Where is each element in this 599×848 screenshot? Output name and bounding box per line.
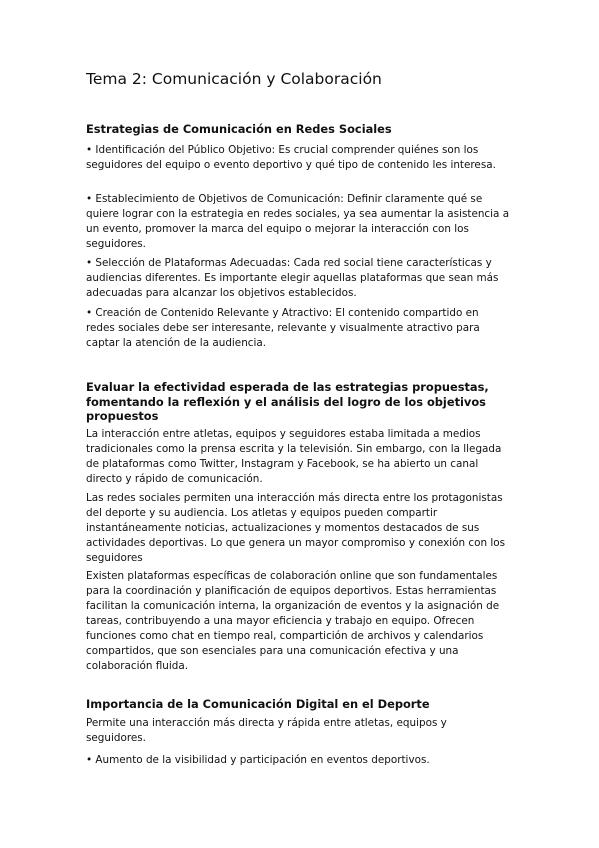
paragraph-collaboration-platforms: Existen plataformas específicas de colaboración online que son fundamentales para la coordinación y planificación de equipos deportivos. Estas herramientas facilitan la comunicación interna, la organización de eventos y la asignación de tareas, contribuyendo a una mayor eficiencia y trabajo en equipo. Ofrecen funciones como chat en tiempo real, compartición de archivos y calendarios compartidos, que son esenciales para una comunicación efectiva y una colaboración fluida.: [86, 570, 500, 672]
bullet-relevant-content: • Creación de Contenido Relevante y Atractivo: El contenido compartido en redes sociales debe ser interesante, relevante y visualmente atractivo para captar la atención de la audiencia.: [86, 307, 480, 349]
bullet-target-audience: • Identificación del Público Objetivo: Es crucial comprender quiénes son los seguidores del equipo o evento deportivo y qué tipo de contenido les interesa.: [86, 144, 496, 171]
paragraph-direct-interaction: Permite una interacción más directa y rápida entre atletas, equipos y seguidores.: [86, 717, 447, 744]
paragraph-traditional-media: La interacción entre atletas, equipos y seguidores estaba limitada a medios tradicionales como la prensa escrita y la televisión. Sin embargo, con la llegada de plataformas como Twitter, Instagram y Facebook, se ha abierto un canal directo y rápido de comunicación.: [86, 428, 502, 485]
page-title: Tema 2: Comunicación y Colaboración: [86, 70, 382, 88]
section-heading-strategies: Estrategias de Comunicación en Redes Sociales: [86, 122, 392, 136]
bullet-visibility: • Aumento de la visibilidad y participación en eventos deportivos.: [86, 754, 430, 766]
paragraph-social-interaction: Las redes sociales permiten una interacción más directa entre los protagonistas del deporte y su audiencia. Los atletas y equipos pueden compartir instantáneamente noticias, actualizaciones y momentos destacados de sus actividades deportivas. Lo que genera un mayor compromiso y conexión con los seguidores: [86, 492, 506, 564]
section-heading-digital-importance: Importancia de la Comunicación Digital en el Deporte: [86, 697, 430, 711]
bullet-platform-selection: • Selección de Plataformas Adecuadas: Cada red social tiene características y audiencias diferentes. Es importante elegir aquellas plataformas que sean más adecuadas para alcanzar los objetivos establecidos.: [86, 257, 499, 299]
bullet-communication-goals: • Establecimiento de Objetivos de Comunicación: Definir claramente qué se quiere lograr con la estrategia en redes sociales, ya sea aumentar la asistencia a un evento, promover la marca del equipo o mejorar la interacción con los seguidores.: [86, 193, 510, 250]
section-heading-evaluation: Evaluar la efectividad esperada de las estrategias propuestas, fomentando la reflexión y el análisis del logro de los objetivos propuestos: [86, 380, 489, 423]
